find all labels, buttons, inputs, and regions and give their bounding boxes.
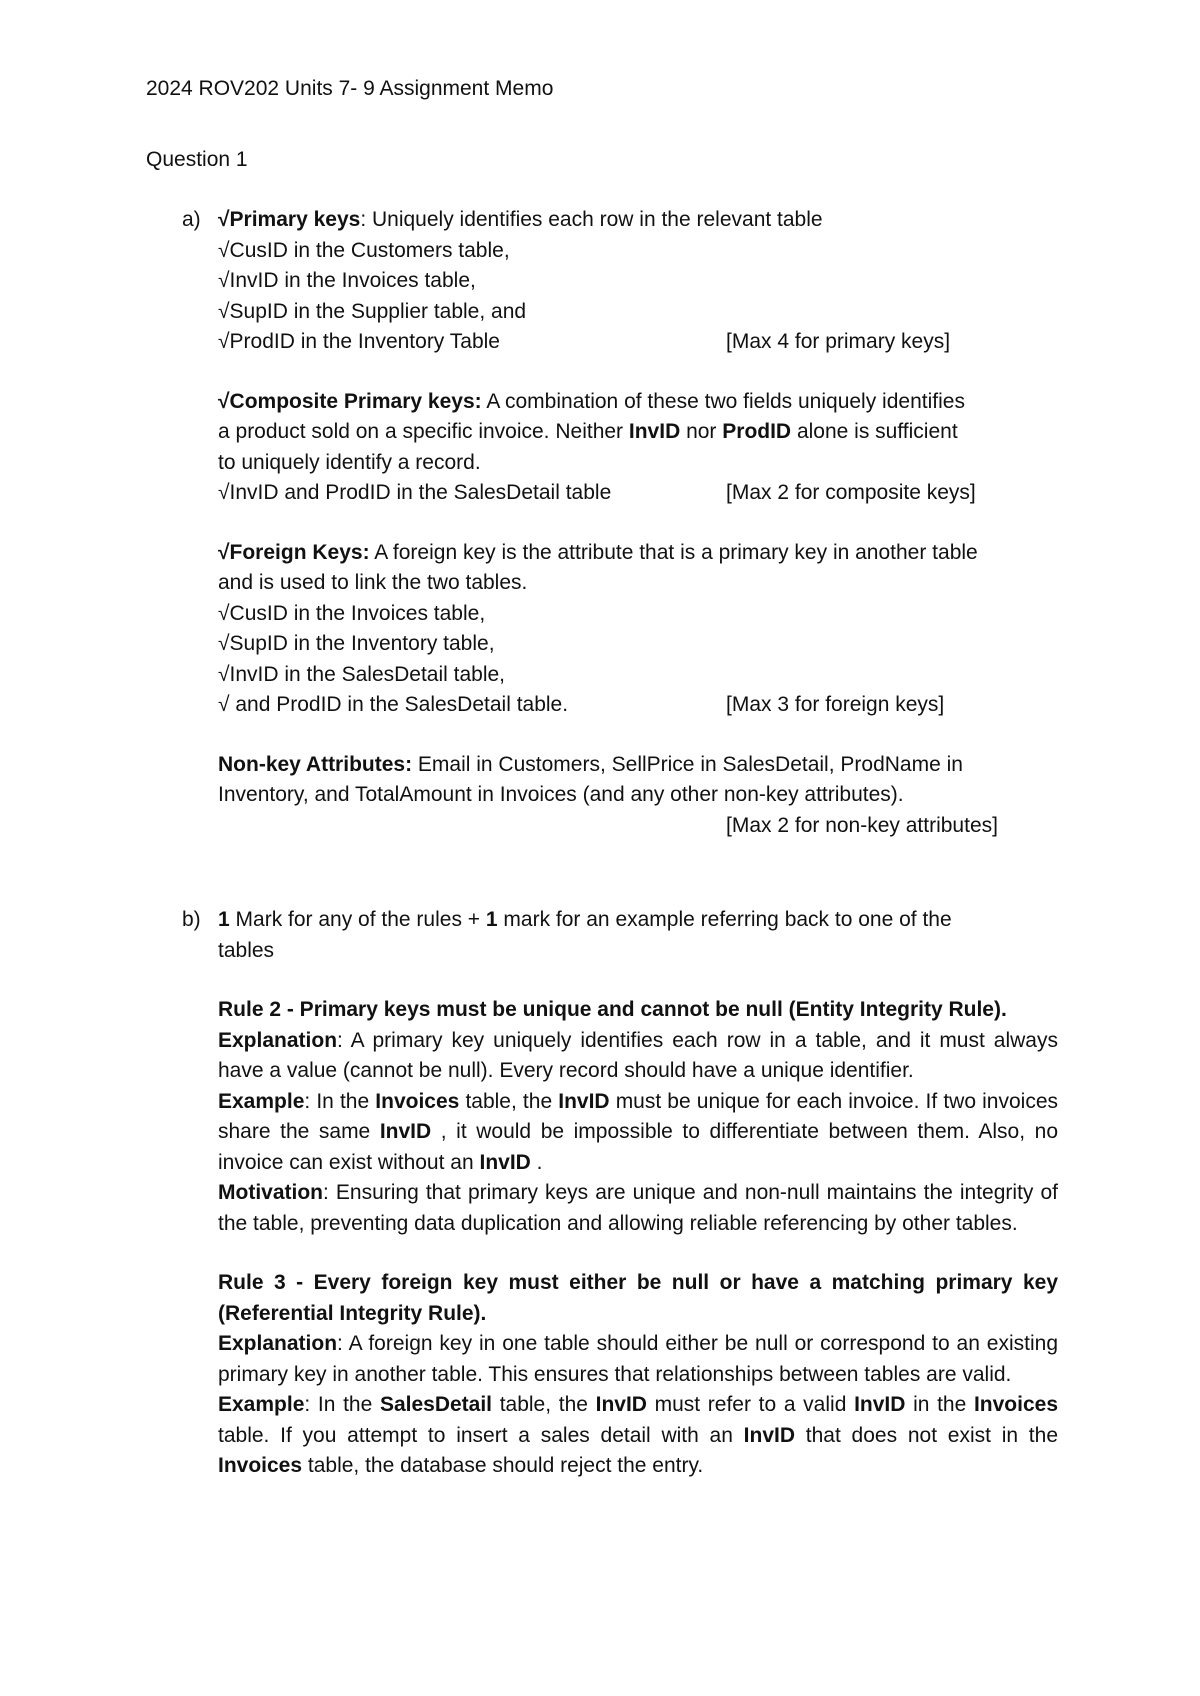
max-marks-composite: [Max 2 for composite keys] [726,481,976,504]
non-key-heading: Non-key Attributes: [218,752,413,776]
part-b-intro: 1 Mark for any of the rules + 1 mark for an example referring back to one of the tables [218,908,952,962]
foreign-key-item: √CusID in the Invoices table, [218,601,486,625]
max-marks-nonkey: [Max 2 for non-key attributes] [726,813,998,837]
composite-keys-definition: √Composite Primary keys: A combination of these two fields uniquely identifies [218,389,965,413]
primary-key-item: √InvID in the Invoices table, [218,269,476,292]
rule-2-heading: Rule 2 - Primary keys must be unique and cannot be null (Entity Integrity Rule). [218,998,1007,1021]
foreign-keys-definition: √Foreign Keys: A foreign key is the attribute that is a primary key in another table [218,540,978,564]
tick-mark: √ [218,481,230,504]
tick-mark: √ [218,389,230,413]
tick-mark: √ [218,238,230,262]
rule-2-motivation: Motivation: Ensuring that primary keys are unique and non-null maintains the integrity of the table, preventing data duplication and allowing reliable referencing by other tables. [218,1181,1058,1235]
primary-keys-heading: Primary keys [229,208,361,231]
tick-mark: √ [218,693,230,716]
rule-3-heading: Rule 3 - Every foreign key must either be null or have a matching primary key (Referential Integrity Rule). [218,1271,1058,1325]
part-b-label: b) [182,908,201,931]
document-title: 2024 ROV202 Units 7- 9 Assignment Memo [146,77,554,100]
part-a-content: √Primary keys: Uniquely identifies each row in the relevant table √CusID in the Customers table, √InvID in the Invoices table, √SupID in the Supplier table, and √ProdID in the Inventory Table [Max 4 for primary keys] √Composite Primary keys: A combination of these two fields uniquely identifies a product sold on a specific invoice. Neither InvID nor ProdID alone is sufficient to uniquely identify a record. √InvID and ProdID in the SalesDetail table [Max 2 for composite keys] √Foreign Keys: A foreign key is the attribute that is a primary key in another table and is used to link the two tables. √CusID in the Invoices table, √SupID in the Inventory table, √InvID in the SalesDetail table, √ and ProdID in the SalesDetail table. [Max 3 for foreign keys] Non-key Attributes: Email in Customers, SellPrice in SalesDetail, ProdName in Inventory, and TotalAmount in Invoices (and any other non-key attributes). [Max 2 for non-key attributes] [218,205,1058,841]
tick-mark: √ [218,299,230,323]
non-key-attributes: Non-key Attributes: Email in Customers, SellPrice in SalesDetail, ProdName in [218,752,963,776]
rule-3-explanation: Explanation: A foreign key in one table should either be null or correspond to an existing primary key in another table. This ensures that relationships between tables are valid. [218,1332,1058,1386]
primary-key-item: √SupID in the Supplier table, and [218,299,527,323]
foreign-key-item: √ and ProdID in the SalesDetail table. [Max 3 for foreign keys] [218,690,1058,721]
rule-2-example: Example: In the Invoices table, the InvID must be unique for each invoice. If two invoices share the same InvID , it would be impossible to differentiate between them. Also, no invoice can exist without an InvID . [218,1089,1058,1174]
tick-mark: √ [218,632,230,655]
tick-mark: √ [218,330,230,353]
part-b-content [218,905,1058,1482]
question-heading: Question 1 [146,148,248,171]
foreign-key-item: √SupID in the Inventory table, [218,632,495,655]
rule-3-example: Example: In the SalesDetail table, the InvID must refer to a valid InvID in the Invoices table. If you attempt to insert a sales detail with an InvID that does not exist in the Invoices table, the database should reject the entry. [218,1393,1059,1477]
rule-2-explanation: Explanation: A primary key uniquely identifies each row in a table, and it must always have a value (cannot be null). Every record should have a unique identifier. [218,1028,1058,1082]
tick-mark: √ [218,662,230,686]
primary-keys-definition: √Primary keys: Uniquely identifies each row in the relevant table [218,208,823,231]
foreign-keys-heading: Foreign Keys: [229,540,370,564]
tick-mark: √ [218,208,230,231]
tick-mark: √ [218,269,230,292]
part-a-label: a) [182,208,201,231]
max-marks-primary: [Max 4 for primary keys] [726,330,951,353]
composite-keys-heading: Composite Primary keys: [229,389,482,413]
composite-key-item: √InvID and ProdID in the SalesDetail table [Max 2 for composite keys] [218,478,1058,509]
max-marks-foreign: [Max 3 for foreign keys] [726,693,945,716]
primary-key-item: √ProdID in the Inventory Table [Max 4 for primary keys] [218,327,1058,358]
primary-key-item: √CusID in the Customers table, [218,238,510,262]
foreign-key-item: √InvID in the SalesDetail table, [218,662,506,686]
tick-mark: √ [218,540,230,564]
tick-mark: √ [218,601,230,625]
